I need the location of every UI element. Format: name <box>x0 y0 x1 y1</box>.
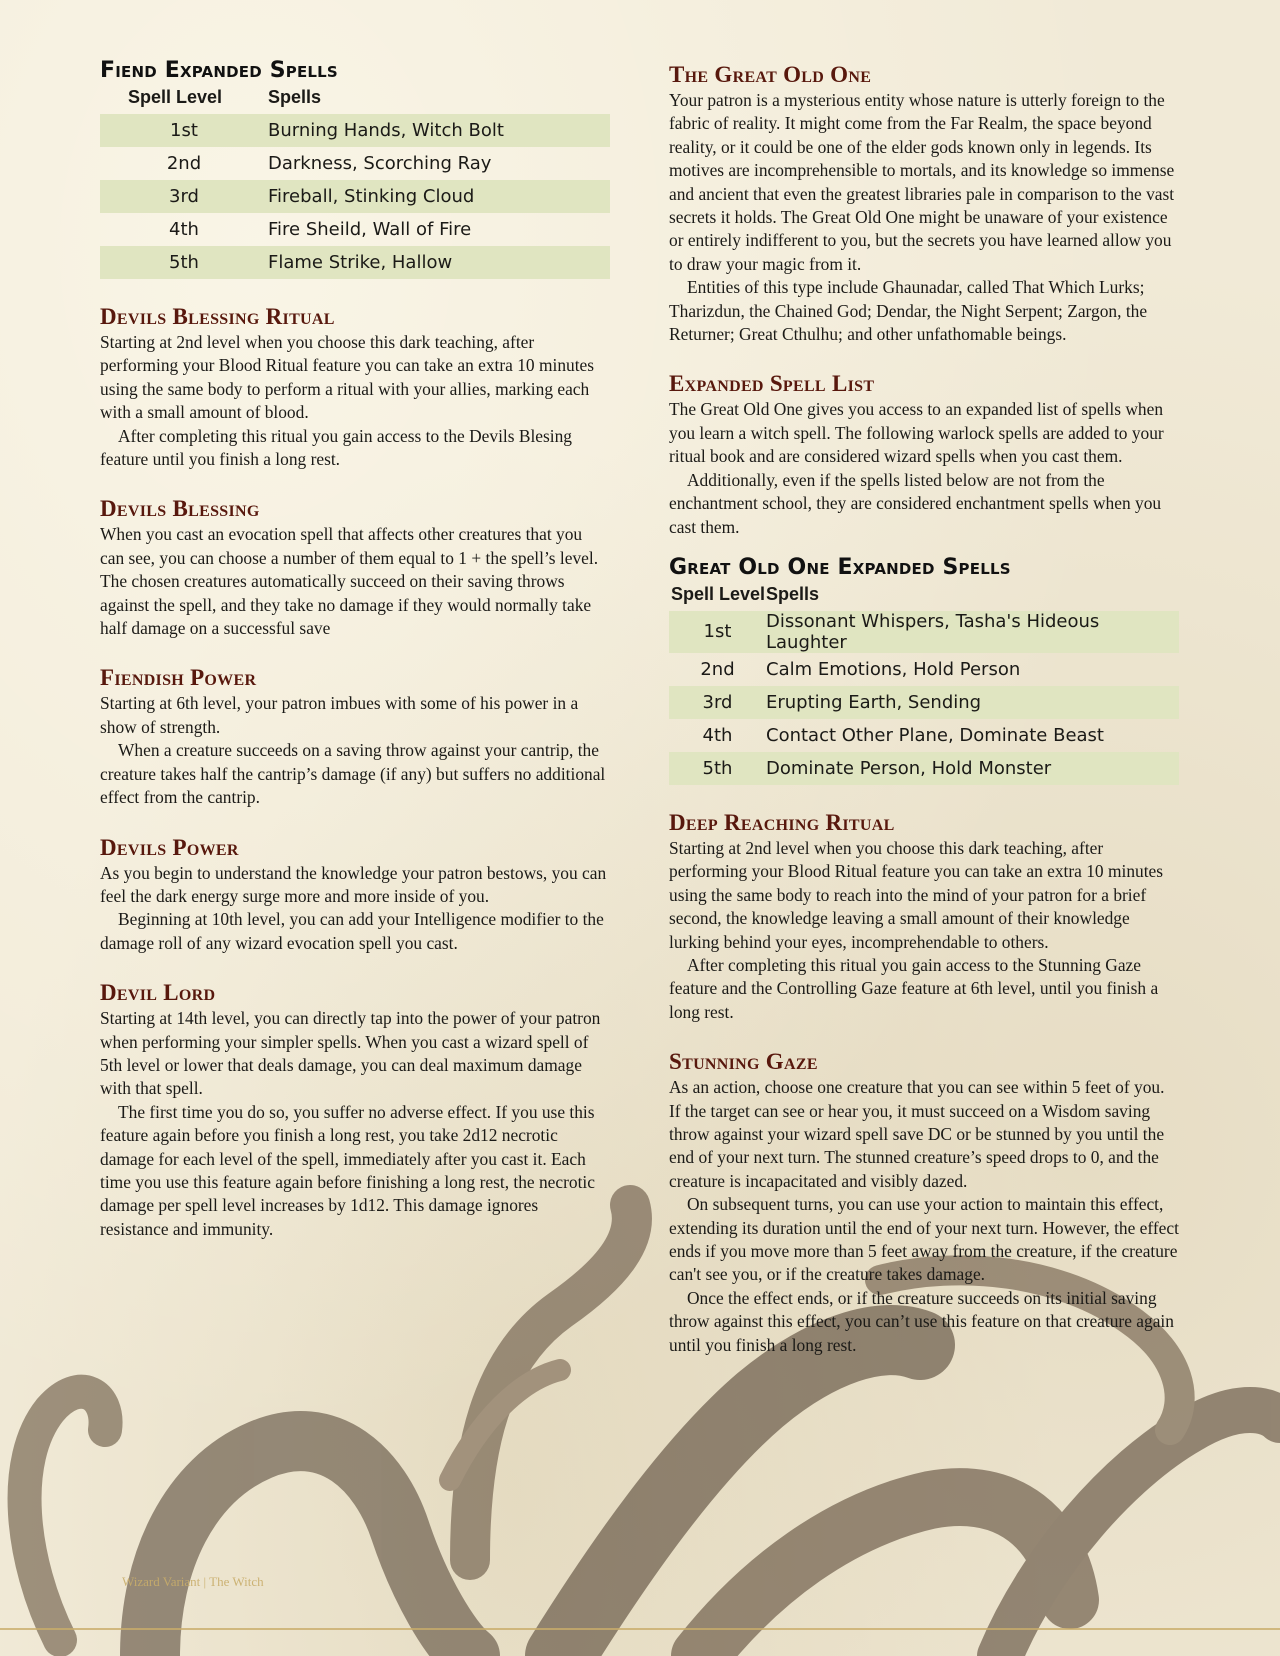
col-header-level: Spell Level <box>671 583 766 604</box>
table-row <box>100 147 610 180</box>
goo-spells-table <box>669 582 1179 785</box>
paragraph: Once the effect ends, or if the creature succeeds on its initial saving throw against this effect, you can’t use this feature on that creature again until you finish a long rest. <box>669 1287 1174 1355</box>
section-heading: Devil Lord <box>100 980 216 1006</box>
paragraph: Starting at 14th level, you can directly tap into the power of your patron when performing your simpler spells. When you cast a wizard spell of 5th level or lower that deals damage, you can deal maximum damage with that spell. <box>100 1008 601 1099</box>
row-level: 1st <box>669 611 766 653</box>
row-spells: Contact Other Plane, Dominate Beast <box>766 724 1104 746</box>
goo-table-block <box>669 555 1179 785</box>
row-spells: Burning Hands, Witch Bolt <box>268 114 610 147</box>
table-row <box>669 686 1179 719</box>
table-row <box>100 114 610 147</box>
section-devil-lord <box>100 980 610 1241</box>
paragraph: On subsequent turns, you can use your action to maintain this effect, extending its duration until the end of your next turn. However, the effect ends if you move more than 5 feet away from the creature, if the creature can't see you, or if the creature takes damage. <box>669 1194 1179 1285</box>
paragraph: After completing this ritual you gain access to the Devils Blesing feature until you finish a long rest. <box>100 425 572 470</box>
paragraph: Entities of this type include Ghaunadar, called That Which Lurks; Tharizdun, the Chained God; Dendar, the Night Serpent; Zargon, the Returner; Great Cthulhu; and other unfathomable beings. <box>669 277 1148 345</box>
row-spells: Erupting Earth, Sending <box>766 686 1179 719</box>
table-row <box>669 752 1179 785</box>
goo-table-title: Great Old One Expanded Spells <box>669 554 1011 580</box>
section-heading: Devils Power <box>100 834 239 860</box>
row-level: 3rd <box>669 686 766 719</box>
section-expanded-spell-list <box>669 371 1179 538</box>
row-level: 4th <box>702 724 733 746</box>
fiend-spells-table <box>100 85 610 279</box>
col-header-level: Spell Level <box>128 87 223 107</box>
page-footer: Wizard Variant | The Witch <box>122 1574 264 1589</box>
fiend-table-title: Fiend Expanded Spells <box>100 58 338 83</box>
paragraph: Beginning at 10th level, you can add your Intelligence modifier to the damage roll of any wizard evocation spell you cast. <box>100 909 604 953</box>
paragraph: When you cast an evocation spell that affects other creatures that you can see, you can choose a number of them equal to 1 + the spell’s level. The chosen creatures automatically succeed on their saving throws against the spell, and they take no damage if they would normally take half damage on a successful save <box>100 524 599 639</box>
col-header-spells: Spells <box>766 583 820 604</box>
section-heading: Stunning Gaze <box>669 1049 818 1075</box>
row-level: 4th <box>169 219 199 240</box>
row-spells: Fire Sheild, Wall of Fire <box>268 219 472 240</box>
paragraph: The first time you do so, you suffer no adverse effect. If you use this feature again before you finish a long rest, you take 2d12 necrotic damage for each level of the spell, immediately after you cast it. Each time you use this feature again before finishing a long rest, the necrotic damage per spell level increases by 1d12. This damage ignores resistance and immunity. <box>100 1101 595 1239</box>
paragraph: Starting at 2nd level when you choose this dark teaching, after performing your Blood Ritual feature you can take an extra 10 minutes using the same body to reach into the mind of your patron for a brief second, the knowledge leaving a small amount of their knowledge lurking behind your eyes, incomprehendable to others. <box>669 837 1164 952</box>
table-row <box>669 653 1179 686</box>
paragraph: Starting at 2nd level when you choose this dark teaching, after performing your Blood Ritual feature you can take an extra 10 minutes using the same body to perform a ritual with your allies, marking each with a small amount of blood. <box>100 332 595 423</box>
paragraph: After completing this ritual you gain access to the Stunning Gaze feature and the Controlling Gaze feature at 6th level, until you finish a long rest. <box>669 954 1159 1022</box>
left-column <box>100 50 610 1241</box>
section-devils-blessing <box>100 496 610 640</box>
table-row <box>100 180 610 213</box>
section-deep-reaching-ritual <box>669 810 1179 1024</box>
row-level: 5th <box>669 752 766 785</box>
row-spells: Calm Emotions, Hold Person <box>766 658 1021 680</box>
section-heading: Devils Blessing <box>100 496 260 522</box>
section-great-old-one <box>669 62 1179 346</box>
section-stunning-gaze <box>669 1049 1179 1357</box>
table-row <box>100 213 610 246</box>
paragraph: As an action, choose one creature that you can see within 5 feet of you. If the target can see or hear you, it must succeed on a Wisdom saving throw against your wizard spell save DC or be stunned by you until the end of your next turn. The stunned creature’s speed drops to 0, and the creature is incapacitated and visibly dazed. <box>669 1077 1165 1191</box>
row-spells: Flame Strike, Hallow <box>268 246 610 279</box>
section-devils-blessing-ritual <box>100 304 610 471</box>
paragraph: Starting at 6th level, your patron imbues with some of his power in a show of strength. <box>100 693 579 737</box>
row-spells: Fireball, Stinking Cloud <box>268 180 610 213</box>
table-row <box>100 246 610 279</box>
table-row <box>669 611 1179 653</box>
row-level: 5th <box>100 246 268 279</box>
section-heading: Devils Blessing Ritual <box>100 304 335 329</box>
paragraph: Additionally, even if the spells listed below are not from the enchantment school, they are considered enchantment spells when you cast them. <box>669 469 1162 537</box>
section-fiendish-power <box>100 665 610 809</box>
section-heading: Deep Reaching Ritual <box>669 809 895 835</box>
table-row <box>669 719 1179 752</box>
row-level: 1st <box>100 114 268 147</box>
section-devils-power <box>100 835 610 956</box>
paragraph: The Great Old One gives you access to an expanded list of spells when you learn a witch spell. The following warlock spells are added to your ritual book and are considered wizard spells when you cast them. <box>669 399 1164 467</box>
footer-divider <box>0 1628 1280 1630</box>
row-level: 3rd <box>100 180 268 213</box>
section-heading: The Great Old One <box>669 62 872 87</box>
row-spells: Dissonant Whispers, Tasha's Hideous Laughter <box>766 611 1179 653</box>
paragraph: Your patron is a mysterious entity whose nature is utterly foreign to the fabric of reality. It might come from the Far Realm, the space beyond reality, or it could be one of the elder gods known only in legends. Its motives are incomprehensible to mortals, and its knowledge so immense and ancient that even the greatest libraries pale in comparison to the vast secrets it holds. The Great Old One might be unaware of your existence or entirely indifferent to you, but the secrets you have learned allow you to draw your magic from it. <box>669 90 1175 274</box>
section-heading: Expanded Spell List <box>669 371 875 397</box>
right-column <box>669 62 1179 1357</box>
paragraph: When a creature succeeds on a saving throw against your cantrip, the creature takes half the cantrip’s damage (if any) but suffers no additional effect from the cantrip. <box>100 740 606 808</box>
paragraph: As you begin to understand the knowledge your patron bestows, you can feel the dark energy surge more and more inside of you. <box>100 862 607 906</box>
row-spells: Dominate Person, Hold Monster <box>766 752 1179 785</box>
row-level: 2nd <box>166 153 202 174</box>
col-header-spells: Spells <box>268 87 322 107</box>
section-heading: Fiendish Power <box>100 665 257 691</box>
row-level: 2nd <box>700 658 735 680</box>
row-spells: Darkness, Scorching Ray <box>268 153 492 174</box>
